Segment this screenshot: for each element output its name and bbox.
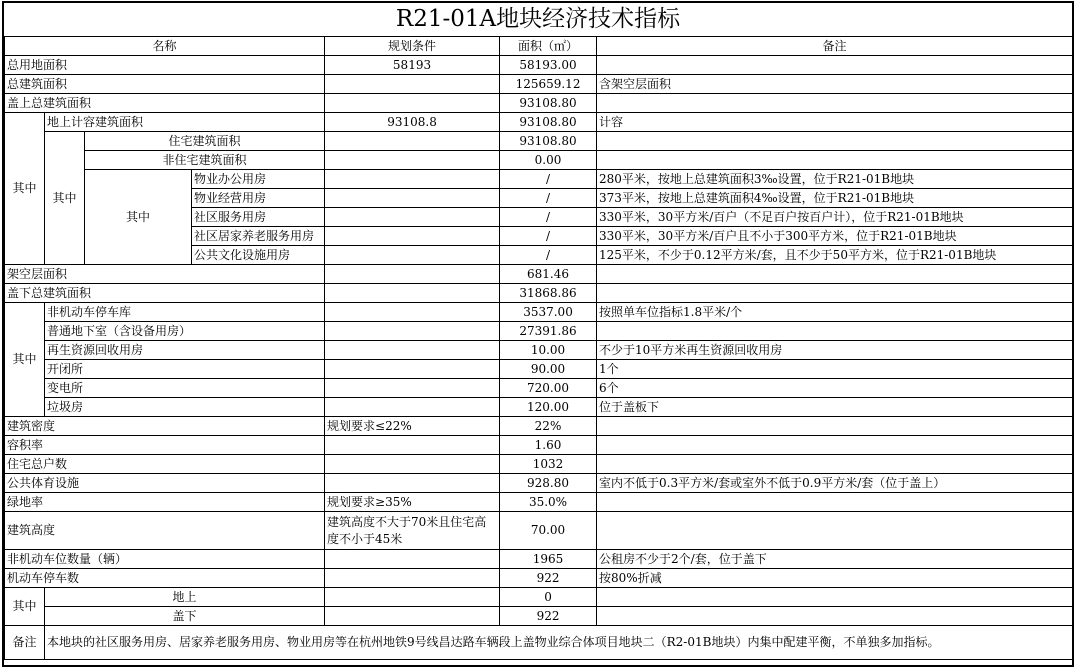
table-row: 建筑高度 建筑高度不大于70米且住宅高度不小于45米 70.00	[5, 512, 1073, 550]
table-row: 其中 地上计容建筑面积 93108.8 93108.80 计容	[5, 113, 1073, 132]
header-remark: 备注	[597, 37, 1073, 56]
table-row: 总用地面积 58193 58193.00	[5, 56, 1073, 75]
header-name: 名称	[5, 37, 325, 56]
table-row: 普通地下室（含设备用房） 27391.86	[5, 322, 1073, 341]
note-row	[5, 626, 1073, 660]
table-row: 住宅总户数 1032	[5, 455, 1073, 474]
group-label: 其中	[45, 132, 85, 265]
table-row: 架空层面积 681.46	[5, 265, 1073, 284]
table-row: 其中 物业办公用房 / 280平米，按地上总建筑面积3‰设置，位于R21-01B地块	[5, 170, 1073, 189]
table-row: 垃圾房 120.00 位于盖板下	[5, 398, 1073, 417]
table-row: 绿地率 规划要求≥35% 35.0%	[5, 493, 1073, 512]
table-row: 变电所 720.00 6个	[5, 379, 1073, 398]
table-row: 非住宅建筑面积 0.00	[5, 151, 1073, 170]
group-label: 其中	[85, 170, 192, 265]
table-row: 盖下 922	[5, 607, 1073, 626]
table-row: 建筑密度 规划要求≤22% 22%	[5, 417, 1073, 436]
table-row: 物业经营用房 / 373平米，按地上总建筑面积4‰设置，位于R21-01B地块	[5, 189, 1073, 208]
table-row: 社区服务用房 / 330平米，30平方米/百户（不足百户按百户计），位于R21-01B地块	[5, 208, 1073, 227]
indicator-table	[4, 36, 1073, 660]
table-row: 其中 地上 0	[5, 588, 1073, 607]
sheet-title: R21-01A地块经济技术指标	[395, 6, 681, 32]
group-label: 其中	[5, 588, 45, 626]
group-label: 其中	[5, 113, 45, 265]
header-row	[5, 37, 1073, 56]
header-planning: 规划条件	[325, 37, 500, 56]
table-row: 盖下总建筑面积 31868.86	[5, 284, 1073, 303]
group-label: 其中	[5, 303, 45, 417]
table-row: 总建筑面积 125659.12 含架空层面积	[5, 75, 1073, 94]
table-row: 社区居家养老服务用房 / 330平米，30平方米/百户且不小于300平方米，位于R21-01B地块	[5, 227, 1073, 246]
table-row: 非机动车位数量（辆） 1965 公租房不少于2个/套，位于盖下	[5, 550, 1073, 569]
table-row: 再生资源回收用房 10.00 不少于10平方米再生资源回收用房	[5, 341, 1073, 360]
table-row: 容积率 1.60	[5, 436, 1073, 455]
table-row: 机动车停车数 922 按80%折减	[5, 569, 1073, 588]
note-text: 本地块的社区服务用房、居家养老服务用房、物业用房等在杭州地铁9号线昌达路车辆段上盖物业综合体项目地块二（R2-01B地块）内集中配建平衡，不单独多加指标。	[45, 626, 1073, 660]
table-row: 其中 非机动车停车库 3537.00 按照单车位指标1.8平米/个	[5, 303, 1073, 322]
note-label: 备注	[5, 626, 45, 660]
table-row: 公共体育设施 928.80 室内不低于0.3平方米/套或室外不低于0.9平方米/套（位于盖上）	[5, 474, 1073, 493]
table-row: 开闭所 90.00 1个	[5, 360, 1073, 379]
header-area: 面积（㎡）	[500, 37, 597, 56]
spreadsheet	[2, 1, 1074, 667]
table-row: 其中 住宅建筑面积 93108.80	[5, 132, 1073, 151]
table-row: 盖上总建筑面积 93108.80	[5, 94, 1073, 113]
table-row: 公共文化设施用房 / 125平米，不少于0.12平方米/套，且不少于50平方米，位于R21-01B地块	[5, 246, 1073, 265]
